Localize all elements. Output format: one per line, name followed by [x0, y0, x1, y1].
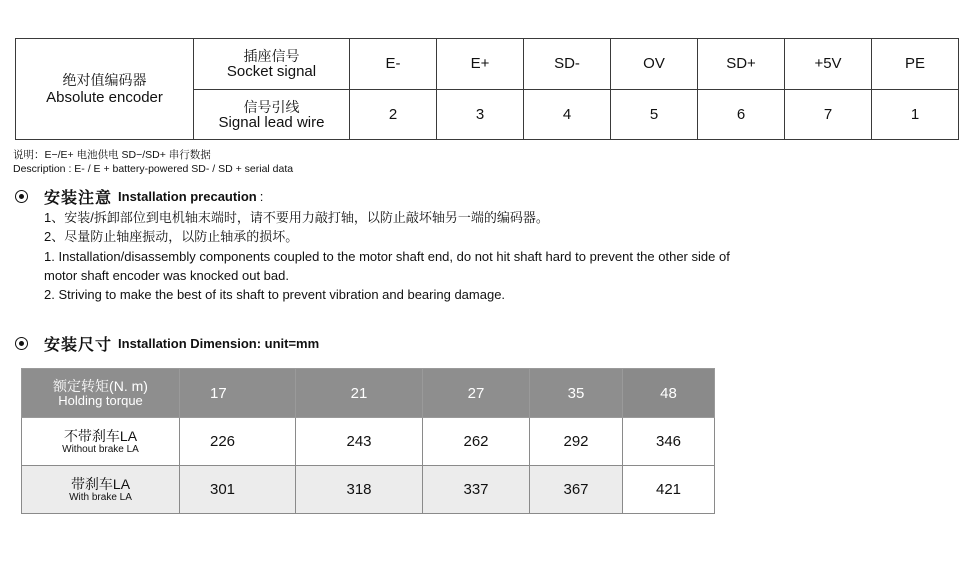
precaution-line: 2. Striving to make the best of its shaft to prevent vibration and bearing damage.	[44, 287, 506, 303]
signal-wire-cn: 信号引线	[243, 98, 300, 115]
without-brake-label	[22, 418, 180, 466]
description-cn: 说明：E−/E+ 电池供电 SD−/SD+ 串行数据	[13, 149, 211, 161]
length-cell: 262	[423, 418, 530, 466]
precaution-lines	[44, 208, 730, 304]
description-note	[13, 148, 293, 176]
dimension-table	[21, 368, 715, 514]
signal-cell: E+	[437, 39, 524, 90]
signal-wire-en: Signal lead wire	[218, 113, 325, 131]
precaution-line: motor shaft encoder was knocked out bad.	[44, 267, 289, 283]
signal-cell: E-	[350, 39, 437, 90]
signal-cell: SD-	[524, 39, 611, 90]
length-cell: 318	[296, 466, 423, 514]
with-brake-en: With brake LA	[69, 491, 132, 503]
wire-cell: 5	[611, 90, 698, 140]
precaution-line: 1、安装/拆卸部位到电机轴末端时，请不要用力敲打轴，以防止敲坏轴另一端的编码器。	[44, 210, 549, 225]
torque-cell: 21	[296, 369, 423, 418]
encoder-name-en: Absolute encoder	[46, 89, 163, 106]
precaution-title-cn: 安装注意	[44, 189, 113, 207]
signal-wire-header	[194, 90, 350, 140]
holding-torque-header	[22, 369, 180, 418]
wire-cell: 2	[350, 90, 437, 140]
encoder-name-cn: 绝对值编码器	[62, 72, 147, 88]
precaution-line: 2、尽量防止轴座振动，以防止轴承的损坏。	[44, 229, 299, 245]
holding-torque-cn: 额定转矩(N. m)	[53, 377, 148, 394]
socket-signal-en: Socket signal	[226, 63, 317, 80]
signal-cell: SD+	[698, 39, 785, 90]
without-brake-cn: 不带刹车LA	[63, 427, 138, 444]
length-cell: 226	[180, 418, 296, 466]
wire-cell: 1	[872, 90, 959, 140]
without-brake-en: Without brake LA	[62, 443, 139, 455]
length-cell: 301	[180, 466, 296, 514]
precaution-colon: :	[259, 188, 264, 204]
signal-cell: OV	[611, 39, 698, 90]
wire-cell: 4	[524, 90, 611, 140]
torque-cell: 35	[530, 369, 623, 418]
length-cell: 243	[296, 418, 423, 466]
length-cell: 421	[623, 466, 715, 514]
precaution-title-en: Installation precaution	[118, 188, 257, 204]
length-cell: 292	[530, 418, 623, 466]
encoder-name-cell	[16, 39, 194, 140]
with-brake-label	[22, 466, 180, 514]
torque-cell: 17	[180, 369, 296, 418]
dimension-title-en: Installation Dimension: unit=mm	[118, 335, 320, 351]
socket-signal-header	[194, 39, 350, 90]
torque-cell: 27	[423, 369, 530, 418]
wire-cell: 6	[698, 90, 785, 140]
length-cell: 367	[530, 466, 623, 514]
description-en: Description : E- / E + battery-powered SD- / SD + serial data	[13, 163, 294, 175]
circle-bullet-icon	[15, 337, 28, 350]
circle-bullet-icon	[15, 190, 28, 203]
dimension-title-cn: 安装尺寸	[44, 336, 113, 354]
wire-cell: 3	[437, 90, 524, 140]
length-cell: 346	[623, 418, 715, 466]
signal-cell: PE	[872, 39, 959, 90]
precaution-section	[15, 186, 730, 304]
torque-cell: 48	[623, 369, 715, 418]
length-cell: 337	[423, 466, 530, 514]
precaution-line: 1. Installation/disassembly components coupled to the motor shaft end, do not hit shaft hard to prevent the other side of	[44, 248, 730, 264]
encoder-signal-table	[15, 38, 959, 140]
holding-torque-en: Holding torque	[58, 392, 143, 408]
precaution-heading	[15, 186, 730, 206]
dimension-heading	[15, 333, 319, 353]
wire-cell: 7	[785, 90, 872, 140]
dimension-section	[15, 333, 319, 353]
with-brake-cn: 带刹车LA	[70, 475, 131, 492]
signal-cell: +5V	[785, 39, 872, 90]
socket-signal-cn: 插座信号	[243, 48, 300, 64]
